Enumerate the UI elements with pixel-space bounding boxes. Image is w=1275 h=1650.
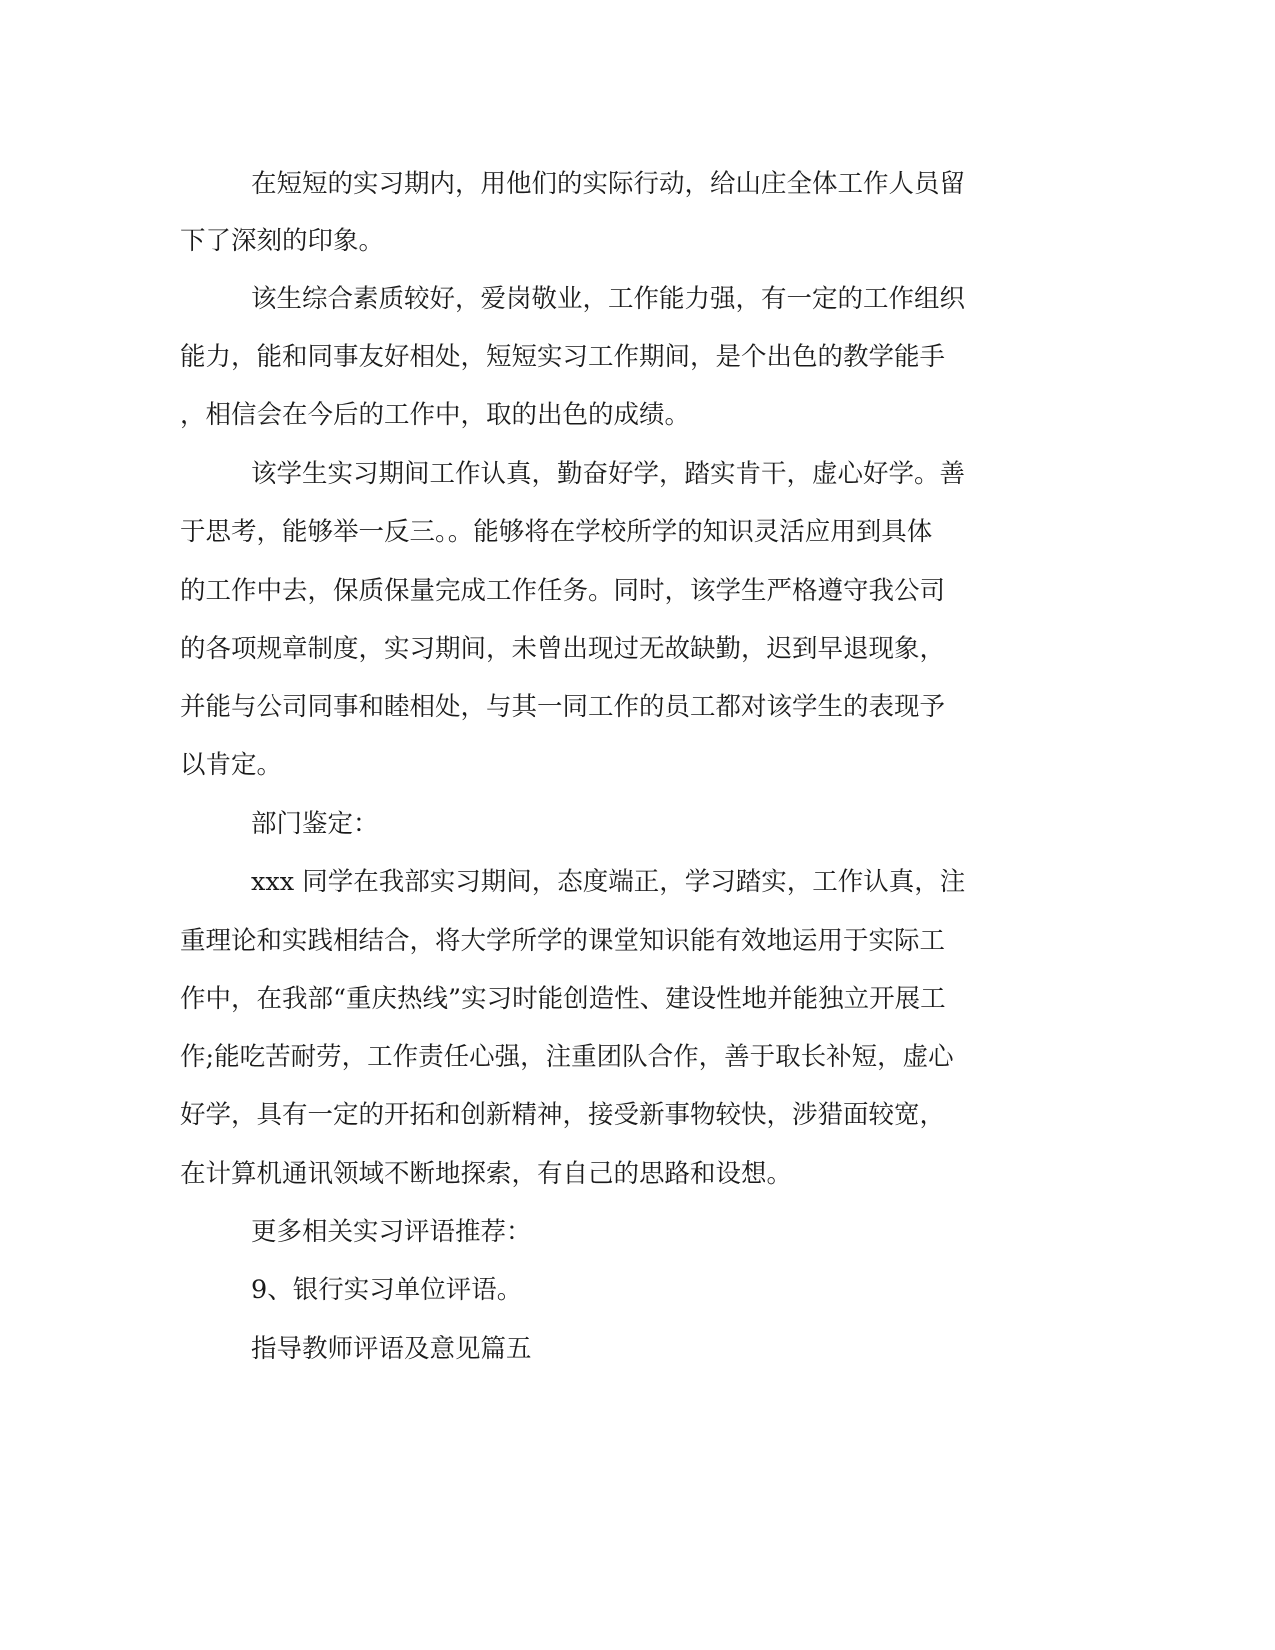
text-line: 作中，在我部“重庆热线”实习时能创造性、建设性地并能独立开展工	[180, 984, 946, 1014]
text-line: 9、银行实习单位评语。	[251, 1275, 523, 1305]
text-line: 在计算机通讯领域不断地探索，有自己的思路和设想。	[180, 1159, 793, 1189]
text-line: xxx 同学在我部实习期间，态度端正，学习踏实，工作认真，注	[251, 867, 966, 897]
text-line: 下了深刻的印象。	[180, 226, 385, 256]
text-line: 好学，具有一定的开拓和创新精神，接受新事物较快，涉猎面较宽，	[180, 1100, 946, 1130]
text-line: 该学生实习期间工作认真，勤奋好学，踏实肯干，虚心好学。善	[251, 459, 966, 489]
text-line: 的工作中去，保质保量完成工作任务。同时，该学生严格遵守我公司	[180, 576, 946, 606]
section-heading: 部门鉴定：	[251, 809, 379, 839]
text-line: 并能与公司同事和睦相处，与其一同工作的员工都对该学生的表现予	[180, 692, 946, 722]
text-line: 于思考，能够举一反三。。能够将在学校所学的知识灵活应用到具体	[180, 517, 933, 547]
text-line: 该生综合素质较好，爱岗敬业，工作能力强，有一定的工作组织	[251, 284, 966, 314]
text-line: 重理论和实践相结合，将大学所学的课堂知识能有效地运用于实际工	[180, 926, 946, 956]
section-heading: 更多相关实习评语推荐：	[251, 1217, 532, 1247]
text-line: 作;能吃苦耐劳，工作责任心强，注重团队合作，善于取长补短，虚心	[180, 1042, 954, 1072]
text-line: 以肯定。	[180, 750, 283, 780]
section-heading: 指导教师评语及意见篇五	[251, 1334, 532, 1364]
text-line: 能力，能和同事友好相处，短短实习工作期间，是个出色的教学能手	[180, 342, 946, 372]
text-line: ，相信会在今后的工作中，取的出色的成绩。	[180, 400, 691, 430]
text-line: 的各项规章制度，实习期间，未曾出现过无故缺勤，迟到早退现象，	[180, 634, 946, 664]
text-line: 在短短的实习期内，用他们的实际行动，给山庄全体工作人员留	[251, 169, 966, 199]
